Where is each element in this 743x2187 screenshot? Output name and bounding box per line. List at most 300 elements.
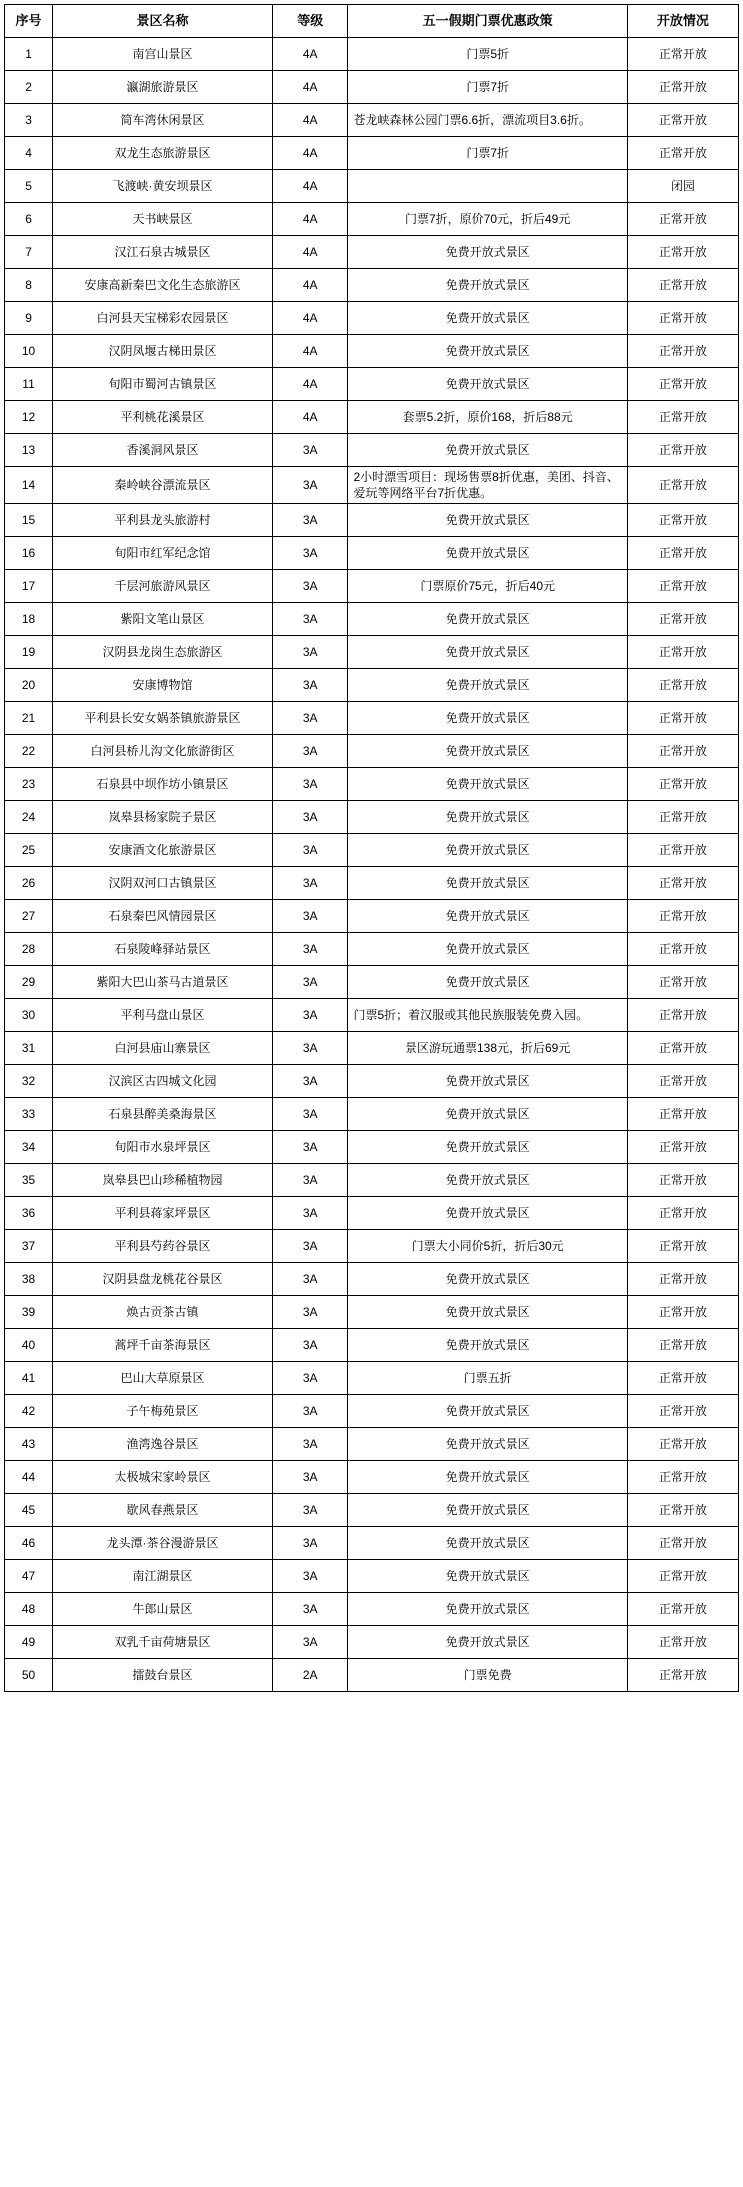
cell-level: 3A [272,1593,348,1626]
cell-open-status: 正常开放 [627,1560,738,1593]
cell-policy: 免费开放式景区 [348,1461,627,1494]
cell-level: 3A [272,1197,348,1230]
cell-open-status: 正常开放 [627,1164,738,1197]
cell-policy: 2小时漂雪项目：现场售票8折优惠，美团、抖音、爱玩等网络平台7折优惠。 [348,467,627,504]
table-row [5,1461,739,1494]
cell-level: 4A [272,170,348,203]
scenic-area-policy-table [4,4,739,1692]
cell-level: 3A [272,966,348,999]
table-row [5,570,739,603]
table-row [5,401,739,434]
cell-scenic-area-name: 汉江石泉古城景区 [53,236,273,269]
cell-index: 19 [5,636,53,669]
cell-open-status: 正常开放 [627,801,738,834]
cell-index: 20 [5,669,53,702]
cell-policy: 免费开放式景区 [348,735,627,768]
cell-policy: 免费开放式景区 [348,537,627,570]
cell-index: 49 [5,1626,53,1659]
cell-open-status: 正常开放 [627,434,738,467]
cell-scenic-area-name: 白河县庙山寨景区 [53,1032,273,1065]
cell-scenic-area-name: 歇风春燕景区 [53,1494,273,1527]
cell-policy: 景区游玩通票138元，折后69元 [348,1032,627,1065]
table-row [5,999,739,1032]
cell-index: 16 [5,537,53,570]
cell-policy: 免费开放式景区 [348,1263,627,1296]
cell-open-status: 正常开放 [627,1395,738,1428]
cell-level: 3A [272,1230,348,1263]
cell-scenic-area-name: 香溪洞风景区 [53,434,273,467]
cell-level: 3A [272,834,348,867]
cell-index: 1 [5,38,53,71]
cell-level: 4A [272,401,348,434]
cell-open-status: 正常开放 [627,1626,738,1659]
cell-open-status: 正常开放 [627,702,738,735]
cell-level: 4A [272,335,348,368]
table-row [5,434,739,467]
cell-scenic-area-name: 平利县长安女娲茶镇旅游景区 [53,702,273,735]
cell-policy: 免费开放式景区 [348,1428,627,1461]
cell-level: 4A [272,236,348,269]
cell-scenic-area-name: 巴山大草原景区 [53,1362,273,1395]
cell-index: 17 [5,570,53,603]
cell-scenic-area-name: 渔湾逸谷景区 [53,1428,273,1461]
cell-level: 3A [272,1065,348,1098]
cell-level: 3A [272,735,348,768]
cell-scenic-area-name: 旬阳市红军纪念馆 [53,537,273,570]
cell-open-status: 正常开放 [627,1098,738,1131]
cell-open-status: 闭园 [627,170,738,203]
cell-scenic-area-name: 岚皋县巴山珍稀植物园 [53,1164,273,1197]
cell-index: 32 [5,1065,53,1098]
cell-scenic-area-name: 白河县桥儿沟文化旅游街区 [53,735,273,768]
cell-scenic-area-name: 南江湖景区 [53,1560,273,1593]
cell-scenic-area-name: 旬阳市水泉坪景区 [53,1131,273,1164]
cell-open-status: 正常开放 [627,1527,738,1560]
table-row [5,834,739,867]
cell-policy: 免费开放式景区 [348,768,627,801]
cell-scenic-area-name: 岚皋县杨家院子景区 [53,801,273,834]
cell-level: 4A [272,302,348,335]
table-row [5,104,739,137]
cell-policy: 免费开放式景区 [348,702,627,735]
cell-open-status: 正常开放 [627,1197,738,1230]
cell-index: 24 [5,801,53,834]
cell-open-status: 正常开放 [627,1131,738,1164]
cell-policy: 免费开放式景区 [348,236,627,269]
cell-scenic-area-name: 焕古贡茶古镇 [53,1296,273,1329]
cell-open-status: 正常开放 [627,335,738,368]
cell-policy: 门票7折 [348,71,627,104]
table-row [5,1032,739,1065]
cell-open-status: 正常开放 [627,401,738,434]
cell-level: 4A [272,71,348,104]
cell-policy: 免费开放式景区 [348,900,627,933]
cell-open-status: 正常开放 [627,203,738,236]
table-row [5,537,739,570]
table-row [5,467,739,504]
cell-level: 3A [272,603,348,636]
cell-scenic-area-name: 汉阴县龙岗生态旅游区 [53,636,273,669]
cell-level: 3A [272,768,348,801]
cell-scenic-area-name: 安康高新秦巴文化生态旅游区 [53,269,273,302]
table-row [5,867,739,900]
cell-open-status: 正常开放 [627,1032,738,1065]
cell-level: 3A [272,537,348,570]
cell-scenic-area-name: 南宫山景区 [53,38,273,71]
cell-policy: 套票5.2折，原价168，折后88元 [348,401,627,434]
cell-policy: 免费开放式景区 [348,1197,627,1230]
cell-open-status: 正常开放 [627,603,738,636]
cell-open-status: 正常开放 [627,636,738,669]
cell-index: 38 [5,1263,53,1296]
cell-index: 25 [5,834,53,867]
table-header-row [5,5,739,38]
cell-scenic-area-name: 秦岭峡谷漂流景区 [53,467,273,504]
cell-index: 45 [5,1494,53,1527]
cell-index: 4 [5,137,53,170]
cell-open-status: 正常开放 [627,1428,738,1461]
cell-scenic-area-name: 太极城宋家岭景区 [53,1461,273,1494]
cell-open-status: 正常开放 [627,1659,738,1692]
cell-index: 41 [5,1362,53,1395]
cell-open-status: 正常开放 [627,900,738,933]
cell-level: 3A [272,504,348,537]
cell-level: 4A [272,203,348,236]
table-row [5,1593,739,1626]
cell-open-status: 正常开放 [627,269,738,302]
cell-level: 3A [272,1494,348,1527]
cell-level: 3A [272,1527,348,1560]
cell-open-status: 正常开放 [627,1065,738,1098]
cell-index: 12 [5,401,53,434]
table-row [5,735,739,768]
cell-open-status: 正常开放 [627,1263,738,1296]
cell-policy: 门票五折 [348,1362,627,1395]
cell-index: 14 [5,467,53,504]
cell-policy: 免费开放式景区 [348,933,627,966]
cell-index: 18 [5,603,53,636]
table-row [5,368,739,401]
cell-open-status: 正常开放 [627,1362,738,1395]
table-row [5,1098,739,1131]
cell-scenic-area-name: 瀛湖旅游景区 [53,71,273,104]
cell-index: 39 [5,1296,53,1329]
table-row [5,1560,739,1593]
cell-level: 2A [272,1659,348,1692]
cell-scenic-area-name: 天书峡景区 [53,203,273,236]
table-row [5,636,739,669]
cell-policy: 免费开放式景区 [348,669,627,702]
table-row [5,1659,739,1692]
cell-level: 3A [272,1131,348,1164]
cell-level: 3A [272,1032,348,1065]
table-row [5,1197,739,1230]
table-body [5,38,739,1692]
cell-open-status: 正常开放 [627,71,738,104]
cell-open-status: 正常开放 [627,1296,738,1329]
cell-policy: 免费开放式景区 [348,867,627,900]
cell-policy: 免费开放式景区 [348,1164,627,1197]
cell-open-status: 正常开放 [627,669,738,702]
cell-policy: 免费开放式景区 [348,1395,627,1428]
cell-index: 46 [5,1527,53,1560]
cell-scenic-area-name: 飞渡峡·黄安坝景区 [53,170,273,203]
cell-open-status: 正常开放 [627,966,738,999]
cell-index: 35 [5,1164,53,1197]
cell-scenic-area-name: 汉阴县盘龙桃花谷景区 [53,1263,273,1296]
cell-policy [348,170,627,203]
cell-index: 21 [5,702,53,735]
cell-level: 3A [272,1329,348,1362]
cell-scenic-area-name: 白河县天宝梯彩农园景区 [53,302,273,335]
cell-scenic-area-name: 双乳千亩荷塘景区 [53,1626,273,1659]
cell-scenic-area-name: 平利县芍药谷景区 [53,1230,273,1263]
cell-index: 43 [5,1428,53,1461]
cell-open-status: 正常开放 [627,467,738,504]
table-row [5,603,739,636]
cell-open-status: 正常开放 [627,999,738,1032]
cell-scenic-area-name: 石泉秦巴风情园景区 [53,900,273,933]
cell-level: 3A [272,1164,348,1197]
table-row [5,900,739,933]
cell-level: 3A [272,1428,348,1461]
cell-level: 3A [272,1395,348,1428]
cell-index: 36 [5,1197,53,1230]
cell-scenic-area-name: 龙头潭·茶谷漫游景区 [53,1527,273,1560]
cell-policy: 门票大小同价5折，折后30元 [348,1230,627,1263]
table-row [5,1164,739,1197]
cell-policy: 免费开放式景区 [348,1560,627,1593]
cell-open-status: 正常开放 [627,570,738,603]
cell-policy: 免费开放式景区 [348,1065,627,1098]
cell-scenic-area-name: 汉阴凤堰古梯田景区 [53,335,273,368]
cell-level: 4A [272,368,348,401]
cell-scenic-area-name: 擂鼓台景区 [53,1659,273,1692]
cell-policy: 免费开放式景区 [348,368,627,401]
cell-index: 3 [5,104,53,137]
cell-scenic-area-name: 石泉陵峰驿站景区 [53,933,273,966]
cell-open-status: 正常开放 [627,1329,738,1362]
cell-scenic-area-name: 紫阳大巴山茶马古道景区 [53,966,273,999]
cell-level: 3A [272,1461,348,1494]
cell-level: 3A [272,467,348,504]
cell-index: 8 [5,269,53,302]
table-row [5,38,739,71]
cell-policy: 免费开放式景区 [348,1626,627,1659]
cell-open-status: 正常开放 [627,302,738,335]
table-row [5,702,739,735]
cell-policy: 免费开放式景区 [348,1494,627,1527]
cell-scenic-area-name: 平利县龙头旅游村 [53,504,273,537]
cell-index: 30 [5,999,53,1032]
cell-policy: 门票免费 [348,1659,627,1692]
column-header-policy: 五一假期门票优惠政策 [348,5,627,38]
cell-scenic-area-name: 汉阴双河口古镇景区 [53,867,273,900]
cell-index: 26 [5,867,53,900]
cell-index: 50 [5,1659,53,1692]
cell-scenic-area-name: 旬阳市蜀河古镇景区 [53,368,273,401]
cell-scenic-area-name: 平利县蒋家坪景区 [53,1197,273,1230]
cell-level: 3A [272,1098,348,1131]
cell-index: 28 [5,933,53,966]
cell-level: 3A [272,570,348,603]
cell-scenic-area-name: 简车湾休闲景区 [53,104,273,137]
cell-policy: 免费开放式景区 [348,1329,627,1362]
table-row [5,1428,739,1461]
cell-index: 15 [5,504,53,537]
table-row [5,71,739,104]
table-row [5,1230,739,1263]
cell-policy: 免费开放式景区 [348,1131,627,1164]
table-row [5,1263,739,1296]
cell-policy: 免费开放式景区 [348,269,627,302]
cell-level: 3A [272,434,348,467]
cell-scenic-area-name: 安康酒文化旅游景区 [53,834,273,867]
table-row [5,504,739,537]
cell-index: 5 [5,170,53,203]
cell-scenic-area-name: 安康博物馆 [53,669,273,702]
cell-level: 3A [272,1626,348,1659]
table-row [5,170,739,203]
cell-level: 3A [272,867,348,900]
column-header-index: 序号 [5,5,53,38]
cell-policy: 免费开放式景区 [348,302,627,335]
cell-index: 29 [5,966,53,999]
table-row [5,1296,739,1329]
column-header-name: 景区名称 [53,5,273,38]
cell-index: 40 [5,1329,53,1362]
cell-policy: 免费开放式景区 [348,603,627,636]
cell-policy: 免费开放式景区 [348,1098,627,1131]
cell-policy: 免费开放式景区 [348,434,627,467]
column-header-level: 等级 [272,5,348,38]
cell-index: 37 [5,1230,53,1263]
cell-policy: 门票7折，原价70元，折后49元 [348,203,627,236]
cell-policy: 免费开放式景区 [348,834,627,867]
cell-open-status: 正常开放 [627,1593,738,1626]
cell-index: 6 [5,203,53,236]
cell-level: 3A [272,1296,348,1329]
cell-index: 34 [5,1131,53,1164]
cell-open-status: 正常开放 [627,1461,738,1494]
cell-level: 3A [272,801,348,834]
table-row [5,669,739,702]
cell-policy: 免费开放式景区 [348,1527,627,1560]
table-row [5,801,739,834]
table-row [5,269,739,302]
cell-scenic-area-name: 平利马盘山景区 [53,999,273,1032]
cell-index: 47 [5,1560,53,1593]
cell-open-status: 正常开放 [627,768,738,801]
table-row [5,203,739,236]
table-row [5,1131,739,1164]
cell-level: 3A [272,1362,348,1395]
cell-index: 27 [5,900,53,933]
cell-policy: 免费开放式景区 [348,335,627,368]
table-row [5,1527,739,1560]
cell-index: 48 [5,1593,53,1626]
cell-policy: 苍龙峡森林公园门票6.6折，漂流项目3.6折。 [348,104,627,137]
cell-policy: 门票原价75元，折后40元 [348,570,627,603]
cell-level: 4A [272,137,348,170]
cell-policy: 免费开放式景区 [348,504,627,537]
cell-level: 3A [272,702,348,735]
table-row [5,1395,739,1428]
cell-level: 3A [272,999,348,1032]
cell-scenic-area-name: 千层河旅游风景区 [53,570,273,603]
cell-index: 44 [5,1461,53,1494]
cell-level: 4A [272,104,348,137]
cell-level: 3A [272,669,348,702]
cell-index: 23 [5,768,53,801]
cell-open-status: 正常开放 [627,504,738,537]
cell-index: 31 [5,1032,53,1065]
cell-policy: 免费开放式景区 [348,1593,627,1626]
cell-open-status: 正常开放 [627,368,738,401]
cell-open-status: 正常开放 [627,867,738,900]
cell-index: 9 [5,302,53,335]
cell-open-status: 正常开放 [627,104,738,137]
cell-scenic-area-name: 牛郎山景区 [53,1593,273,1626]
cell-policy: 免费开放式景区 [348,1296,627,1329]
table-row [5,966,739,999]
cell-open-status: 正常开放 [627,735,738,768]
cell-open-status: 正常开放 [627,1230,738,1263]
cell-scenic-area-name: 双龙生态旅游景区 [53,137,273,170]
cell-level: 4A [272,38,348,71]
table-row [5,1065,739,1098]
column-header-status: 开放情况 [627,5,738,38]
cell-scenic-area-name: 紫阳文笔山景区 [53,603,273,636]
cell-policy: 门票5折；着汉服或其他民族服装免费入园。 [348,999,627,1032]
table-row [5,302,739,335]
cell-level: 3A [272,636,348,669]
table-row [5,1626,739,1659]
cell-policy: 免费开放式景区 [348,636,627,669]
cell-scenic-area-name: 汉滨区古四城文化园 [53,1065,273,1098]
cell-scenic-area-name: 蒿坪千亩茶海景区 [53,1329,273,1362]
table-row [5,236,739,269]
cell-open-status: 正常开放 [627,537,738,570]
cell-open-status: 正常开放 [627,933,738,966]
cell-open-status: 正常开放 [627,137,738,170]
cell-level: 3A [272,933,348,966]
cell-index: 2 [5,71,53,104]
cell-open-status: 正常开放 [627,834,738,867]
cell-policy: 免费开放式景区 [348,966,627,999]
table-row [5,137,739,170]
cell-open-status: 正常开放 [627,38,738,71]
cell-index: 33 [5,1098,53,1131]
cell-scenic-area-name: 平利桃花溪景区 [53,401,273,434]
cell-scenic-area-name: 石泉县醉美桑海景区 [53,1098,273,1131]
cell-index: 7 [5,236,53,269]
table-row [5,768,739,801]
table-header [5,5,739,38]
cell-index: 42 [5,1395,53,1428]
cell-scenic-area-name: 石泉县中坝作坊小镇景区 [53,768,273,801]
cell-level: 4A [272,269,348,302]
cell-open-status: 正常开放 [627,236,738,269]
cell-index: 10 [5,335,53,368]
cell-level: 3A [272,1560,348,1593]
cell-index: 11 [5,368,53,401]
table-row [5,335,739,368]
cell-level: 3A [272,900,348,933]
cell-level: 3A [272,1263,348,1296]
cell-index: 22 [5,735,53,768]
cell-index: 13 [5,434,53,467]
